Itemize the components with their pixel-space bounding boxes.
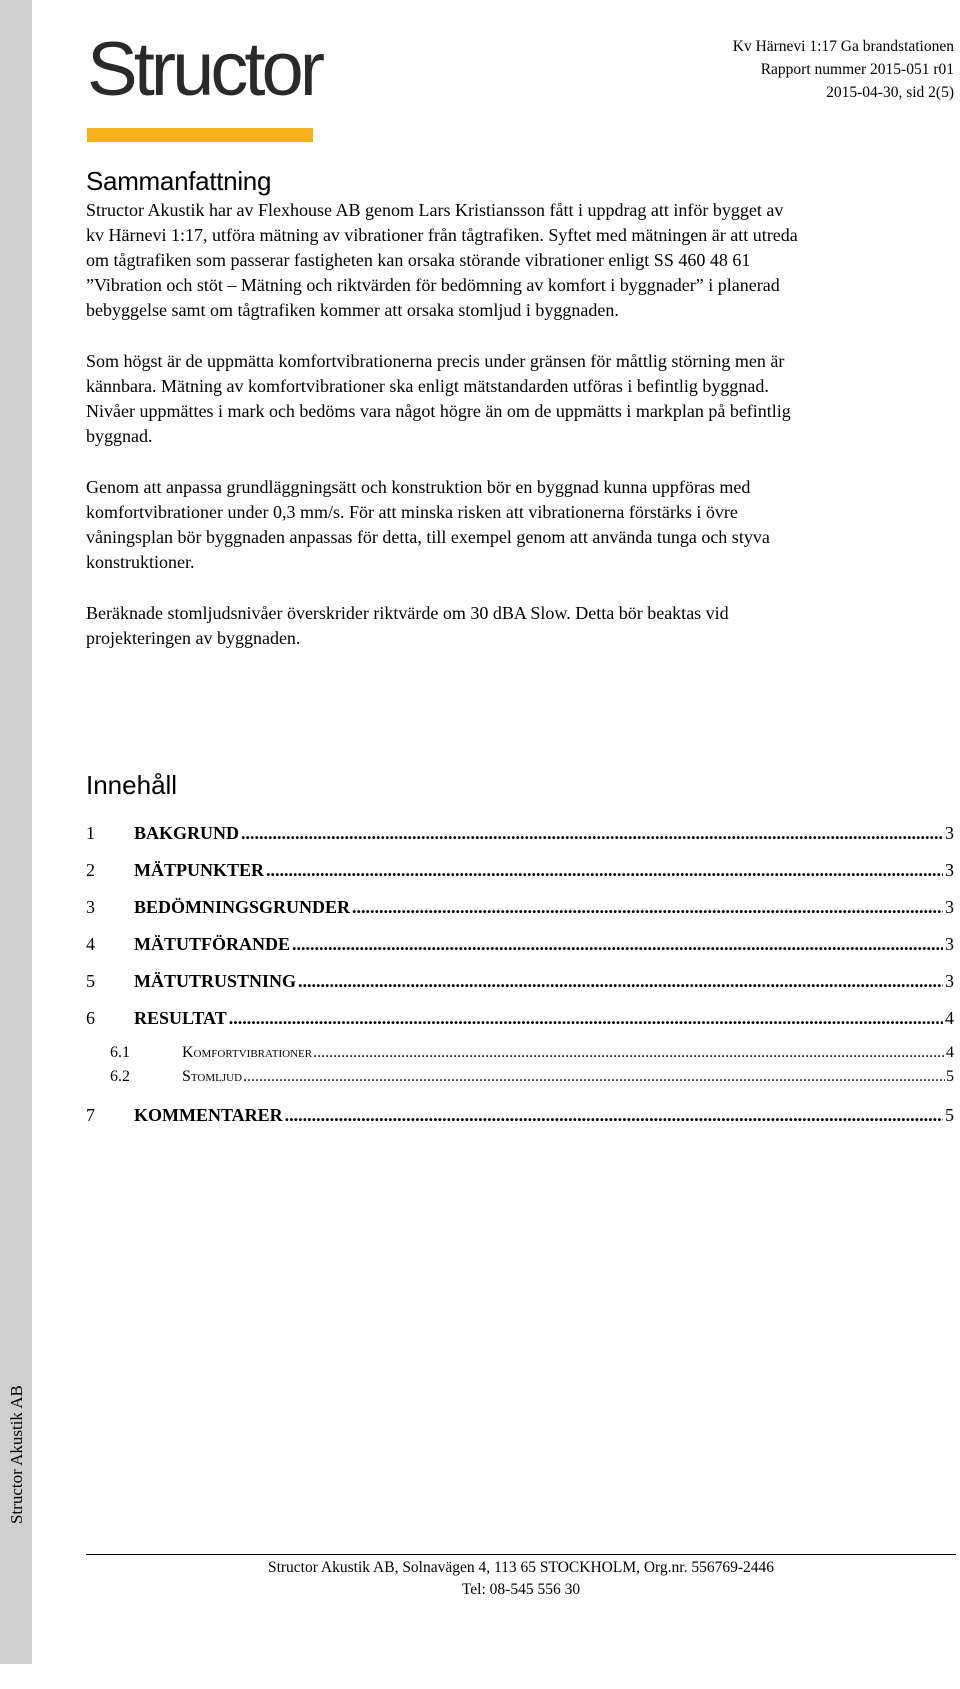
toc-entry-page: 3 — [945, 823, 954, 843]
toc-leader-dots — [285, 1100, 943, 1130]
toc-subentry[interactable] — [86, 1042, 954, 1066]
toc-entry-title: RESULTAT — [134, 1008, 227, 1028]
toc-entry-title: MÄTUTRUSTNING — [134, 971, 297, 991]
summary-paragraph: Genom att anpassa grundläggningsätt och konstruktion bör en byggnad kunna uppföras med komfortvibrationer under 0,3 mm/s. För att minska risken att vibrationerna förstärks i övre våningsplan bör byggnaden anpassas för detta, till exempel genom att använda tunga och styva konstruktioner. — [86, 477, 770, 572]
header-date-page: 2015-04-30, sid 2(5) — [826, 84, 954, 101]
toc-leader-dots — [266, 855, 943, 885]
toc-entry-number: 1 — [86, 823, 95, 843]
toc-subsection-list — [86, 1042, 954, 1090]
toc-entry-page: 5 — [945, 1105, 954, 1125]
toc-heading: Innehåll — [86, 770, 178, 800]
document-header — [733, 35, 954, 104]
toc-entry-number: 3 — [86, 897, 95, 917]
toc-entry-number: 5 — [86, 971, 95, 991]
toc-subentry-title: Stomljud — [182, 1068, 243, 1085]
toc-leader-dots — [352, 892, 943, 922]
toc-subentry-page: 5 — [946, 1068, 954, 1085]
header-project: Kv Härnevi 1:17 Ga brandstationen — [732, 38, 954, 55]
toc-entry-number: 6 — [86, 1008, 95, 1028]
toc-entry-title: MÄTUTFÖRANDE — [134, 934, 290, 954]
toc-leader-dots — [298, 966, 943, 996]
toc-entry-title: KOMMENTARER — [134, 1105, 283, 1125]
toc-entry-title: MÄTPUNKTER — [134, 860, 264, 880]
toc-entry[interactable] — [86, 855, 954, 892]
footer-phone: Tel: 08-545 556 30 — [461, 1581, 581, 1598]
toc-entry-page: 4 — [945, 1008, 954, 1028]
toc-subentry-number: 6.2 — [110, 1068, 130, 1085]
toc-entry-number: 4 — [86, 934, 95, 954]
header-report-number: Rapport nummer 2015-051 r01 — [760, 61, 954, 78]
document-footer — [86, 1557, 956, 1601]
side-label — [7, 1385, 27, 1689]
toc-entry-title: BAKGRUND — [134, 823, 240, 843]
toc-entry[interactable] — [86, 1003, 954, 1040]
toc-entry-page: 3 — [945, 860, 954, 880]
summary-section — [86, 166, 952, 677]
toc-entry[interactable] — [86, 892, 954, 929]
toc-entry[interactable] — [86, 1100, 954, 1137]
toc-entry-page: 3 — [945, 934, 954, 954]
toc-subentry-page: 4 — [946, 1044, 954, 1061]
toc-leader-dots — [292, 929, 943, 959]
footer-divider — [86, 1554, 956, 1555]
side-label-text: Structor Akustik AB — [7, 1385, 26, 1524]
toc-leader-dots — [313, 1042, 945, 1064]
toc-entry[interactable] — [86, 929, 954, 966]
toc-subentry[interactable] — [86, 1066, 954, 1090]
footer-address: Structor Akustik AB, Solnavägen 4, 113 65 STOCKHOLM, Org.nr. 556769-2446 — [267, 1559, 775, 1576]
toc-leader-dots — [229, 1003, 943, 1033]
summary-paragraph: Beräknade stomljudsnivåer överskrider riktvärde om 30 dBA Slow. Detta bör beaktas vid projekteringen av byggnaden. — [86, 603, 729, 648]
toc-subentry-number: 6.1 — [110, 1044, 130, 1061]
logo-accent-bar — [87, 128, 313, 142]
summary-paragraph: Structor Akustik har av Flexhouse AB genom Lars Kristiansson fått i uppdrag att inför bygget av kv Härnevi 1:17, utföra mätning av vibrationer från tågtrafiken. Syftet med mätningen är att utreda om tågtrafiken som passerar fastigheten kan orsaka störande vibrationer enligt SS 460 48 61 ”Vibration och stöt – Mätning och riktvärden för bedömning av komfort i byggnader” i planerad bebyggelse samt om tågtrafiken kommer att orsaka stomljud i byggnaden. — [86, 200, 798, 320]
summary-heading: Sammanfattning — [86, 166, 272, 196]
toc-entry[interactable] — [86, 818, 954, 855]
table-of-contents — [86, 818, 954, 1137]
toc-entry-title: BEDÖMNINGSGRUNDER — [134, 897, 351, 917]
toc-entry-number: 7 — [86, 1105, 95, 1125]
toc-leader-dots — [243, 1066, 945, 1088]
summary-paragraph: Som högst är de uppmätta komfortvibrationerna precis under gränsen för måttlig störning men är kännbara. Mätning av komfortvibrationer ska enligt mätstandarden utföras i befintlig byggnad. Nivåer uppmättes i mark och bedöms vara något högre än om de uppmätts i markplan på befintlig byggnad. — [86, 351, 791, 446]
toc-subentry-title: Komfortvibrationer — [182, 1044, 313, 1061]
toc-leader-dots — [241, 818, 943, 848]
logo-wordmark: Structor — [87, 27, 322, 112]
toc-entry[interactable] — [86, 966, 954, 1003]
toc-entry-page: 3 — [945, 897, 954, 917]
toc-entry-number: 2 — [86, 860, 95, 880]
toc-entry-page: 3 — [945, 971, 954, 991]
company-logo — [87, 27, 322, 118]
